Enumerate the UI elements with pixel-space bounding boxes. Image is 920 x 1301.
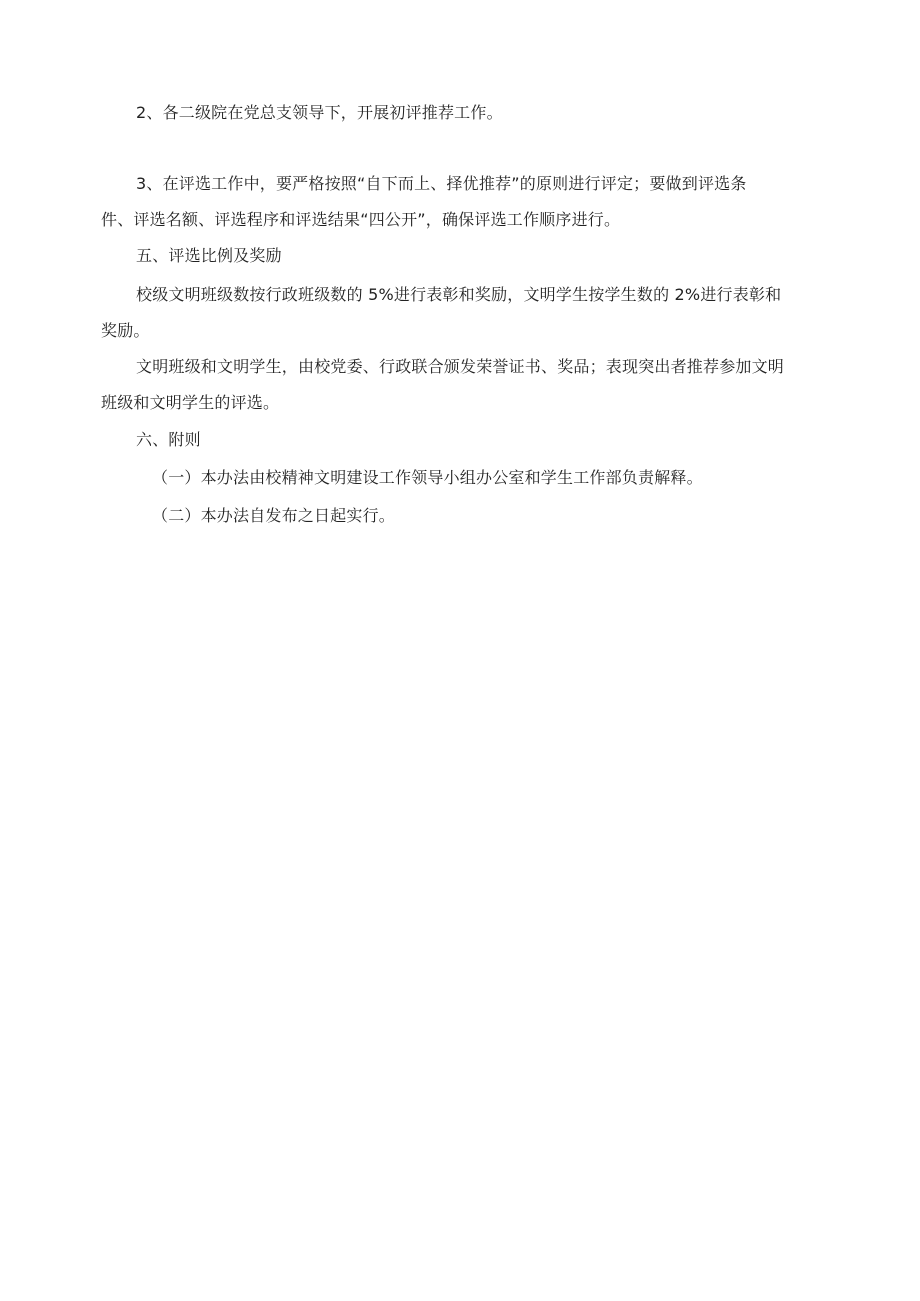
ratio-paragraph-line-2: 奖励。 [101, 321, 150, 340]
section-heading-5: 五、评选比例及奖励 [136, 246, 282, 265]
ratio-paragraph-line-1: 校级文明班级数按行政班级数的 5%进行表彰和奖励，文明学生按学生数的 2%进行表彰和 [136, 285, 782, 304]
paragraph-item-2: 2、各二级院在党总支领导下，开展初评推荐工作。 [136, 103, 503, 122]
paragraph-item-3-line-2: 件、评选名额、评选程序和评选结果“四公开”，确保评选工作顺序进行。 [101, 210, 621, 229]
rule-item-1: （一）本办法由校精神文明建设工作领导小组办公室和学生工作部负责解释。 [152, 468, 703, 487]
award-paragraph-line-2: 班级和文明学生的评选。 [101, 393, 280, 412]
rule-item-2: （二）本办法自发布之日起实行。 [152, 506, 396, 525]
award-paragraph-line-1: 文明班级和文明学生，由校党委、行政联合颁发荣誉证书、奖品；表现突出者推荐参加文明 [136, 357, 785, 376]
section-heading-6: 六、附则 [136, 430, 201, 449]
paragraph-item-3-line-1: 3、在评选工作中，要严格按照“自下而上、择优推荐”的原则进行评定；要做到评选条 [136, 174, 747, 193]
